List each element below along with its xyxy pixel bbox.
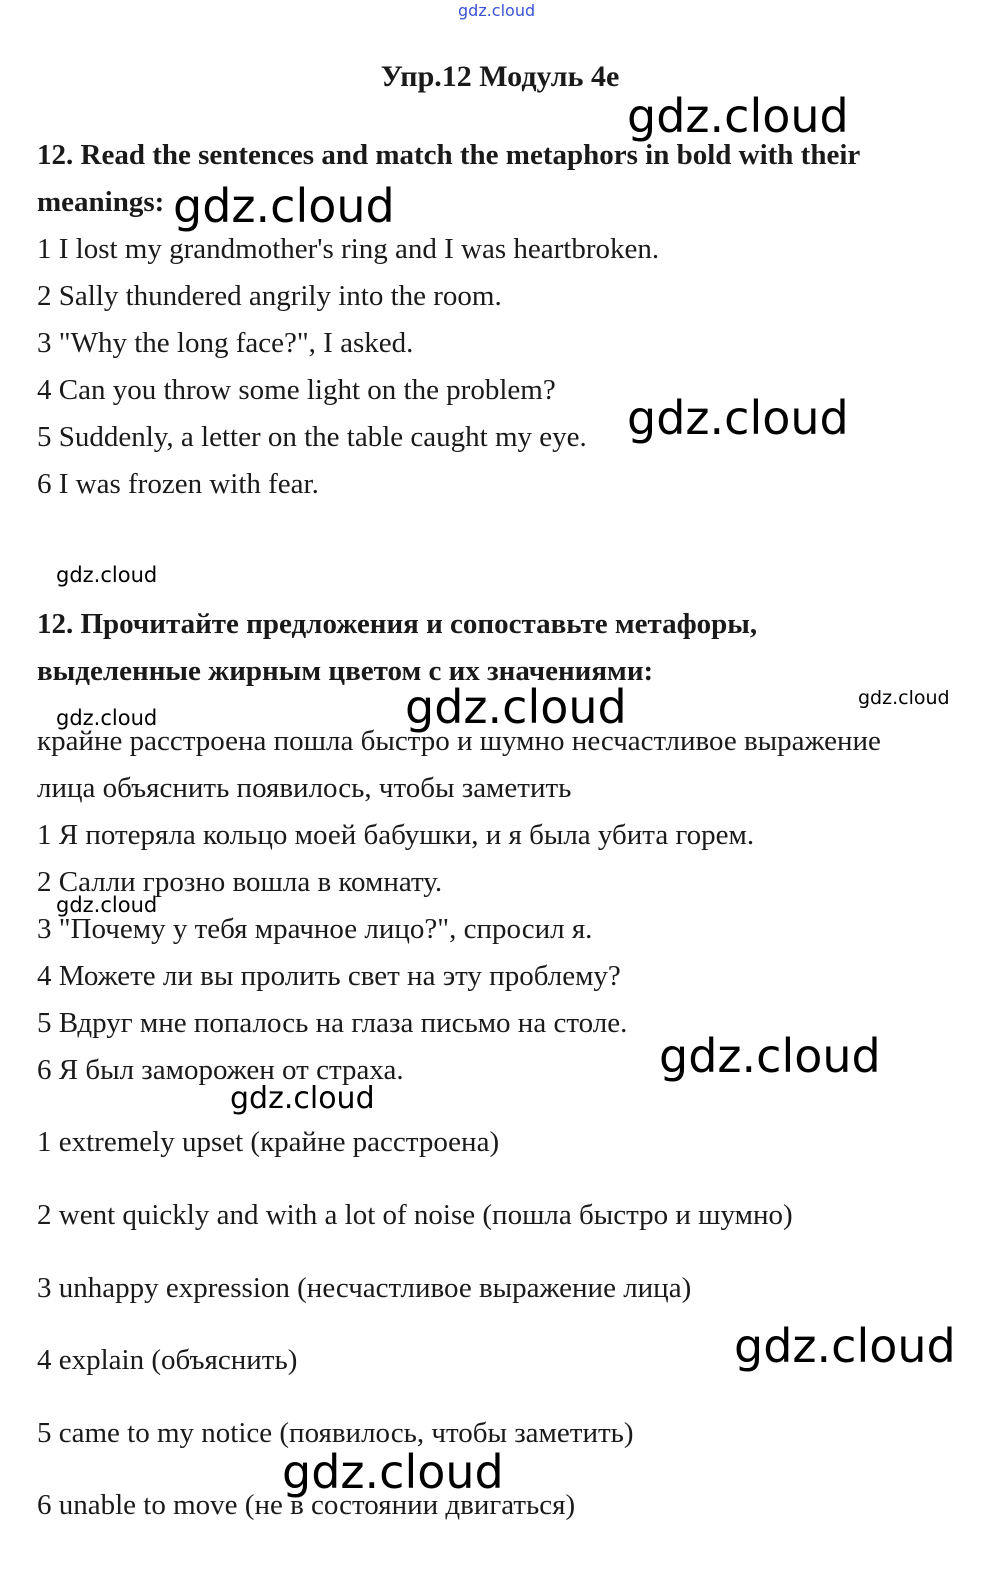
english-instruction-line1: 12. Read the sentences and match the metaphors in bold with their: [37, 139, 861, 171]
russian-sentence-2: 2 Салли грозно вошла в комнату.: [37, 866, 443, 898]
english-instruction-line2: meanings:: [37, 186, 165, 218]
watermark: gdz.cloud: [858, 687, 950, 709]
answer-5: 5 came to my notice (появилось, чтобы заметить): [37, 1417, 634, 1449]
russian-sentence-6: 6 Я был заморожен от страха.: [37, 1054, 404, 1086]
watermark: gdz.cloud: [659, 1029, 881, 1083]
watermark: gdz.cloud: [230, 1081, 375, 1116]
page-title: Упр.12 Модуль 4е: [380, 60, 620, 93]
russian-sentence-1: 1 Я потеряла кольцо моей бабушки, и я была убита горем.: [37, 819, 755, 851]
answer-3: 3 unhappy expression (несчастливое выражение лица): [37, 1272, 692, 1304]
answer-2: 2 went quickly and with a lot of noise (пошла быстро и шумно): [37, 1199, 793, 1231]
russian-sentence-4: 4 Можете ли вы пролить свет на эту проблему?: [37, 960, 621, 992]
watermark: gdz.cloud: [282, 1445, 504, 1499]
english-sentence-4: 4 Can you throw some light on the problem?: [37, 374, 556, 406]
answer-4: 4 explain (объяснить): [37, 1344, 298, 1376]
answer-1: 1 extremely upset (крайне расстроена): [37, 1126, 500, 1158]
watermark: gdz.cloud: [734, 1319, 956, 1373]
watermark: gdz.cloud: [405, 680, 627, 734]
russian-options-line2: лица объяснить появилось, чтобы заметить: [37, 772, 572, 804]
russian-instruction-line1: 12. Прочитайте предложения и сопоставьте метафоры,: [37, 608, 758, 640]
watermark: gdz.cloud: [173, 179, 395, 233]
watermark: gdz.cloud: [627, 391, 849, 445]
english-sentence-6: 6 I was frozen with fear.: [37, 468, 319, 500]
russian-instruction-line2: выделенные жирным цветом с их значениями:: [37, 655, 654, 687]
russian-sentence-3: 3 "Почему у тебя мрачное лицо?", спросил я.: [37, 913, 593, 945]
watermark: gdz.cloud: [627, 89, 849, 143]
watermark: gdz.cloud: [56, 893, 158, 917]
english-sentence-5: 5 Suddenly, a letter on the table caught my eye.: [37, 421, 587, 453]
answer-6: 6 unable to move (не в состоянии двигаться): [37, 1489, 576, 1521]
top-watermark: gdz.cloud: [458, 1, 536, 20]
watermark: gdz.cloud: [56, 563, 158, 587]
english-sentence-1: 1 I lost my grandmother's ring and I was heartbroken.: [37, 233, 660, 265]
watermark: gdz.cloud: [56, 706, 158, 730]
russian-sentence-5: 5 Вдруг мне попалось на глаза письмо на столе.: [37, 1007, 628, 1039]
english-sentence-3: 3 "Why the long face?", I asked.: [37, 327, 414, 359]
russian-options-line1: крайне расстроена пошла быстро и шумно несчастливое выражение: [37, 725, 881, 757]
english-sentence-2: 2 Sally thundered angrily into the room.: [37, 280, 502, 312]
